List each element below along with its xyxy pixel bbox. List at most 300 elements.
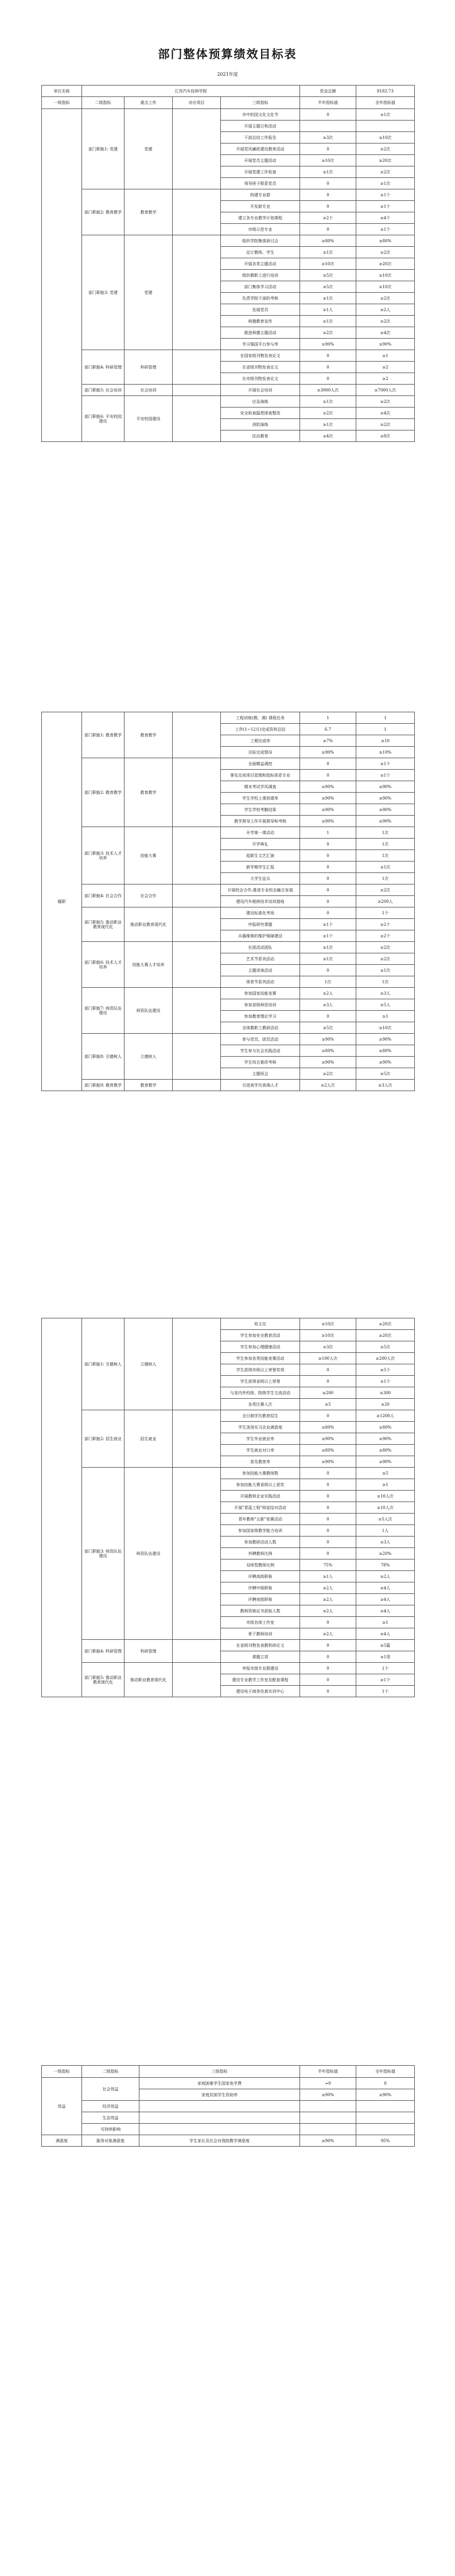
half-year-value-cell: 0 [300,1537,356,1548]
project-cell [173,712,221,758]
indicator-cell: 组织学院集体研讨会 [221,235,300,247]
full-year-value-cell: ≥4人 [356,1628,415,1640]
level2-cell: 部门职能3: 技术人才培养 [82,827,125,884]
work-cell: 招生就业 [125,1410,173,1468]
header-cell: 全年指标值 [356,97,415,109]
full-year-value-cell: ≥2次 [356,953,415,965]
full-year-value-cell: 1次 [356,873,415,884]
header-cell: 半年指标值 [300,2066,356,2078]
half-year-value-cell: ≥1次 [300,942,356,953]
half-year-value-cell: ≥90% [300,2135,356,2147]
full-year-value-cell: 0 [356,2078,415,2089]
full-year-value-cell: ≥1个 [356,1674,415,1686]
indicator-cell: 工程训练(教、满) 课程任务 [221,712,300,724]
indicator-cell: 市中的国文化文化节 [221,109,300,121]
half-year-value-cell: 0 [300,1640,356,1651]
indicator-cell: 学生获得省级以上荣誉 [221,1376,300,1387]
full-year-value-cell: ≥1 [356,1011,415,1022]
header-cell: 半年指标值 [300,97,356,109]
level2-cell: 部门职能5: 推动职业教育现代化 [82,907,125,942]
level2-cell: 可持续影响 [82,2124,139,2135]
level1-cell: 满意度 [42,2135,82,2147]
work-cell: 党建 [125,109,173,189]
table-row [42,1034,415,1045]
indicator-cell: 开学第一课活动 [221,827,300,839]
indicator-cell: 学生就业对口率 [221,1445,300,1456]
half-year-value-cell: 0 [300,189,356,201]
level2-cell: 部门职能1: 引德树人 [82,1318,125,1410]
half-year-value-cell: 0 [300,896,356,907]
header-cell: 三级指标 [139,2066,300,2078]
project-cell [173,827,221,884]
indicator-cell: 建设电子商务仿真实训中心 [221,1686,300,1697]
indicator-cell: 开展党建工作检查 [221,166,300,178]
half-year-value-cell: ≥1人 [300,1571,356,1582]
indicator-cell: 开展党风廉政建设教育活动 [221,143,300,155]
header-cell: 重点工作 [125,97,173,109]
full-year-value-cell: ≥20次 [356,155,415,166]
half-year-value-cell: ≥80% [300,235,356,247]
indicator-table-block-2 [41,712,415,1091]
table-row [42,2124,415,2135]
half-year-value-cell: 6.7 [300,724,356,735]
half-year-value-cell: 0 [300,1479,356,1491]
project-cell [173,907,221,942]
level2-cell: 部门职能2: 教育教学 [82,758,125,827]
project-cell [173,1318,221,1410]
level2-cell: 部门职能4: 社会合作 [82,884,125,907]
indicator-cell: 课题立项 [221,1651,300,1663]
indicator-cell: 期末考试学风调查 [221,781,300,793]
half-year-value-cell: ≥1次 [300,396,356,408]
header-cell: 一级指标 [42,2066,82,2078]
full-year-value-cell: ≥90% [356,816,415,827]
full-year-value-cell: ≥10 [356,735,415,747]
indicator-cell: 目标完成情况 [221,747,300,758]
half-year-value-cell [300,121,356,132]
level2-cell: 部门职能4: 科研管理 [82,350,125,385]
half-year-value-cell: ≥2人 [300,1582,356,1594]
level2-cell: 部门职能1: 党建 [82,109,125,189]
half-year-value-cell: ≥90% [300,781,356,793]
full-year-value-cell: ≥90% [356,781,415,793]
indicator-cell [139,2112,300,2124]
full-year-value-cell: 1个 [356,907,415,919]
half-year-value-cell: 0 [300,884,356,896]
half-year-value-cell: ≥2次 [300,327,356,339]
full-year-value-cell: 1个 [356,1663,415,1674]
half-year-value-cell: ≥1次 [300,316,356,327]
indicator-cell: 全日制学历教育招生 [221,1410,300,1422]
half-year-value-cell: ≥1次 [300,247,356,258]
full-year-value-cell: ≥1个 [356,770,415,781]
half-year-value-cell: 75% [300,1559,356,1571]
half-year-value-cell: 0 [300,1502,356,1514]
full-year-value-cell: ≥1项 [356,1651,415,1663]
full-year-value-cell: ≥2人 [356,304,415,316]
work-cell: 技能大赛 [125,827,173,884]
half-year-value-cell: 0 [300,839,356,850]
work-cell: 平安校园建设 [125,396,173,442]
work-cell: 社会合作 [125,884,173,907]
full-year-value-cell: ≥90% [356,1456,415,1468]
full-year-value-cell: ≥10次 [356,1022,415,1034]
indicator-cell: 事先完成项目管理和指标体系专业 [221,770,300,781]
indicator-cell: 迎新生文艺汇演 [221,850,300,862]
full-year-value-cell: ≥5篇 [356,1640,415,1651]
project-cell [173,235,221,350]
half-year-value-cell: ≥80% [300,1045,356,1057]
full-year-value-cell: ≥2次 [356,884,415,896]
indicator-cell: 与省内外校级、院级学生交流活动 [221,1387,300,1399]
full-year-value-cell: ≥90% [356,804,415,816]
work-cell: 推动职业教育现代化 [125,907,173,942]
full-year-value-cell: ≥1个 [356,1376,415,1387]
indicator-cell: 师德教育宣传 [221,316,300,327]
indicator-cell: 新学期学生汇报 [221,862,300,873]
half-year-value-cell: ≥1次 [300,419,356,430]
half-year-value-cell: ≥10次 [300,155,356,166]
half-year-value-cell: 0 [300,1674,356,1686]
indicator-cell: 大学生征兵 [221,873,300,884]
work-cell: 社会培训 [125,385,173,396]
full-year-value-cell: 1 [356,712,415,724]
half-year-value-cell: 0 [300,873,356,884]
full-year-value-cell [356,2124,415,2135]
indicator-cell: 在省级刊物发表论文 [221,362,300,373]
work-cell: 立德树人 [125,1318,173,1410]
indicator-cell: 消防演练 [221,419,300,430]
half-year-value-cell: ≥5 [300,1399,356,1410]
half-year-value-cell: 0 [300,1617,356,1628]
full-year-value-cell: ≥5次 [356,1341,415,1353]
table-row [42,1640,415,1651]
half-year-value-cell: ≥90% [300,804,356,816]
indicator-cell: 学生学校考勤结果 [221,804,300,816]
indicator-cell: 各类比赛人次 [221,1399,300,1410]
full-year-value-cell: ≥10人次 [356,1502,415,1514]
table-row [42,1318,415,1330]
full-year-value-cell: ≥2 [356,373,415,385]
full-year-value-cell: 1次 [356,976,415,988]
work-cell: 立德树人 [125,1034,173,1080]
indicator-cell: 开学典礼 [221,839,300,850]
half-year-value-cell: 1 [300,712,356,724]
full-year-value-cell: 95% [356,2135,415,2147]
benefit-table [41,2065,415,2147]
work-cell: 教育教学 [125,758,173,827]
half-year-value-cell: ≥1次 [300,293,356,304]
level2-cell: 部门职能3: 师资队伍建设 [82,1468,125,1640]
indicator-table-1 [41,85,415,442]
work-cell: 科研管理 [125,350,173,385]
half-year-value-cell: 0 [300,1514,356,1525]
full-year-value-cell: ≥1次 [356,965,415,976]
indicator-cell: 干部总结工作报告 [221,132,300,143]
half-year-value-cell: ≥1人 [300,304,356,316]
full-year-value-cell: ≥80% [356,1445,415,1456]
half-year-value-cell: 0 [300,1364,356,1376]
indicator-cell: 申报研究课题 [221,919,300,930]
indicator-cell: 外聘教师比例 [221,1548,300,1559]
project-cell [173,396,221,442]
unit-name-label: 单位名称 [42,86,82,97]
half-year-value-cell: ≥90% [300,1057,356,1068]
project-cell [173,189,221,235]
full-year-value-cell: ≥1 [356,350,415,362]
indicator-cell: 开发新专业 [221,201,300,212]
indicator-cell: 申报市级专业群建设 [221,1663,300,1674]
full-year-value-cell [356,2101,415,2112]
indicator-cell: 建设标准化考场 [221,907,300,919]
indicator-cell: 学生参加各类技能竞赛活动 [221,1353,300,1364]
benefit-table-block [41,2065,415,2147]
half-year-value-cell: ≥10次 [300,1318,356,1330]
half-year-value-cell: ≥1个 [300,919,356,930]
indicator-cell: 学生毕业就业率 [221,1433,300,1445]
half-year-value-cell: 0 [300,862,356,873]
half-year-value-cell: 0 [300,1548,356,1559]
indicator-cell: 定订教师、学生 [221,247,300,258]
half-year-value-cell: ≥3次 [300,132,356,143]
indicator-cell: 社团活动团队 [221,942,300,953]
indicator-cell: 青年教师"五新"竞赛活动 [221,1514,300,1525]
half-year-value-cell: ≥90% [300,2089,356,2101]
full-year-value-cell: ≥3人次 [356,1080,415,1091]
full-year-value-cell: ≥4人 [356,1582,415,1594]
project-cell [173,1640,221,1663]
half-year-value-cell: ≥90% [300,1456,356,1468]
work-cell: 教育教学 [125,712,173,758]
level2-cell: 部门职能4: 科研管理 [82,1640,125,1663]
full-year-value-cell: ≥2次 [356,166,415,178]
half-year-value-cell: ≥90% [300,1034,356,1045]
indicator-cell: 开展社会培训 [221,385,300,396]
indicator-cell [139,2124,300,2135]
half-year-value-cell: ≥3000人次 [300,385,356,396]
full-year-value-cell: ≥20 [356,1399,415,1410]
indicator-cell: 工期完成率 [221,735,300,747]
half-year-value-cell: ≥3次 [300,1341,356,1353]
full-year-value-cell [356,2112,415,2124]
indicator-cell: 学生获得市级以上荣誉奖项 [221,1364,300,1376]
indicator-cell [139,2101,300,2112]
full-year-value-cell: ≥90% [356,2089,415,2101]
full-year-value-cell: ≥1 [356,1479,415,1491]
indicator-cell: 开展教师企业实践活动 [221,1491,300,1502]
indicator-cell: 普及教育率 [221,1456,300,1468]
budget-value: 8182.73 [356,86,415,97]
indicator-cell: 参加国家技能竞赛 [221,988,300,999]
half-year-value-cell: 0 [300,1686,356,1697]
full-year-value-cell: ≥2次 [356,316,415,327]
half-year-value-cell: 0 [300,1468,356,1479]
indicator-cell: 在市级刊物发表论文 [221,373,300,385]
project-cell [173,1468,221,1640]
half-year-value-cell: 0 [300,201,356,212]
full-year-value-cell: 1个 [356,1686,415,1697]
level2-cell: 服务对象满意度 [82,2135,139,2147]
indicator-cell: 评聘初级职称 [221,1594,300,1605]
half-year-value-cell: ≥1次 [300,166,356,178]
work-cell: 师资队伍建设 [125,1468,173,1640]
level1-cell [42,109,82,442]
half-year-value-cell: 0 [300,178,356,189]
project-cell [173,1080,221,1091]
table-row [42,350,415,362]
half-year-value-cell: ≥10次 [300,258,356,270]
full-year-value-cell: 1 [356,724,415,735]
half-year-value-cell: 0 [300,224,356,235]
level2-cell: 部门职能8: 引德树人 [82,1034,125,1080]
full-year-value-cell: 1人 [356,1525,415,1537]
table-row [42,109,415,121]
indicator-cell: 双师型教师比例 [221,1559,300,1571]
full-year-value-cell: ≥2个 [356,930,415,942]
indicator-cell: 主题班会 [221,1068,300,1080]
indicator-cell: 学生顶岗实习企业满意度 [221,1422,300,1433]
table-row [42,2112,415,2124]
indicator-cell: 教师资格证书获取人数 [221,1605,300,1617]
half-year-value-cell: ≥90% [300,816,356,827]
indicator-cell: 学习强国平台参与率 [221,339,300,350]
full-year-value-cell: ≥5 [356,1468,415,1479]
indicator-cell: 参加教育理论学习 [221,1011,300,1022]
full-year-value-cell: ≥3人 [356,1537,415,1548]
half-year-value-cell: 0 [300,362,356,373]
table-row [42,2135,415,2147]
full-year-value-cell: ≥2 [356,362,415,373]
level2-cell: 部门职能7: 师资队伍建设 [82,988,125,1034]
header-cell: 全年指标值 [356,2066,415,2078]
level2-cell: 部门职能5: 推动职业教育现代化 [82,1663,125,1697]
full-year-value-cell: ≥1次 [356,178,415,189]
indicator-cell: 引进高学历高端人才 [221,1080,300,1091]
indicator-cell: 家庭困难学生国家免学费 [139,2078,300,2089]
half-year-value-cell: 0 [300,1525,356,1537]
full-year-value-cell: 78% [356,1559,415,1571]
indicator-cell: 市级示范专业 [221,224,300,235]
level2-cell: 部门职能2: 教育教学 [82,189,125,235]
half-year-value-cell [300,2101,356,2112]
indicator-cell: 工作(1~12月)完成资料总结 [221,724,300,735]
full-year-value-cell: ≥2次 [356,396,415,408]
full-year-value-cell: ≥1个 [356,189,415,201]
half-year-value-cell: ≥2人 [300,988,356,999]
indicator-cell: 构建专业群 [221,189,300,201]
indicator-cell: 开展"青蓝工程"师徒结对活动 [221,1502,300,1514]
full-year-value-cell: ≥2人 [356,1571,415,1582]
half-year-value-cell: ≥2次 [300,1068,356,1080]
work-cell: 科研管理 [125,1640,173,1663]
project-cell [173,1034,221,1080]
full-year-value-cell: ≥2次 [356,293,415,304]
indicator-cell: 建设汽车维修技术培训基地 [221,896,300,907]
full-year-value-cell: 1次 [356,850,415,862]
work-cell: 推动职业教育现代化 [125,1663,173,1697]
half-year-value-cell: ≥5次 [300,270,356,281]
level2-cell: 部门职能6: 平安校园建设 [82,396,125,442]
half-year-value-cell [300,2124,356,2135]
half-year-value-cell: ≥2人 [300,1605,356,1617]
indicator-cell: 骨干教师培训 [221,1628,300,1640]
full-year-value-cell: ≥20% [356,1548,415,1559]
indicator-cell: 领导班子联系党员 [221,178,300,189]
level1-cell: 履职 [42,712,82,1091]
full-year-value-cell: ≥90% [356,793,415,804]
half-year-value-cell: ≥1次 [300,953,356,965]
work-cell: 党建 [125,235,173,350]
full-year-value-cell: ≥8次 [356,430,415,442]
indicator-cell: 参加教研活动人数 [221,1537,300,1548]
full-year-value-cell: ≥1200人 [356,1410,415,1422]
full-year-value-cell: ≥4人 [356,1594,415,1605]
indicator-cell: 应急演练 [221,396,300,408]
header-cell: 三级指标 [221,97,300,109]
full-year-value-cell: ≥2个 [356,919,415,930]
unit-info-row [42,86,415,97]
indicator-cell: 参加国家级教学能力培训 [221,1525,300,1537]
full-year-value-cell: ≥10次 [356,132,415,143]
indicator-table-block-3 [41,1318,415,1697]
level1-cell [42,1318,82,1697]
header-cell: 一级指标 [42,97,82,109]
half-year-value-cell: ≥2人 [300,1628,356,1640]
full-year-value-cell: ≥2次 [356,419,415,430]
full-year-value-cell: ≥80% [356,235,415,247]
full-year-value-cell: ≥90% [356,1034,415,1045]
half-year-value-cell: ≥2个 [300,212,356,224]
project-cell [173,988,221,1034]
full-year-value-cell [356,121,415,132]
table-row [42,396,415,408]
table-row [42,758,415,770]
half-year-value-cell: 0 [300,350,356,362]
half-year-value-cell: 0 [300,907,356,919]
header-cell: 对应项目 [173,97,221,109]
full-year-value-cell: ≥4人 [356,1605,415,1617]
indicator-cell: 推进师德主题活动 [221,327,300,339]
full-year-value-cell: ≥20次 [356,1318,415,1330]
level2-cell: 经济效益 [82,2101,139,2112]
half-year-value-cell: ≥90% [300,747,356,758]
indicator-cell: 在国家级刊物发表论文 [221,350,300,362]
table-row [42,235,415,247]
indicator-cell: 家庭贫困学生资助率 [139,2089,300,2101]
level2-cell: 生态效益 [82,2112,139,2124]
half-year-value-cell: 0 [300,1410,356,1422]
indicator-cell: 开展主题日和活动 [221,121,300,132]
full-year-value-cell: ≥2次 [356,143,415,155]
level2-cell: 部门职能1: 教育教学 [82,712,125,758]
half-year-value-cell: 0 [300,109,356,121]
table-row [42,988,415,999]
work-cell: 教育教学 [125,189,173,235]
level2-cell: 部门职能9: 教育教学 [82,1080,125,1091]
indicator-cell: 组织教职工进行培训 [221,270,300,281]
full-year-value-cell: ≥5人 [356,999,415,1011]
half-year-value-cell: ≥4次 [300,430,356,442]
full-year-value-cell: ≥10人次 [356,1491,415,1502]
full-year-value-cell: ≥10% [356,747,415,758]
half-year-value-cell [300,2112,356,2124]
full-year-value-cell: ≥1个 [356,201,415,212]
full-year-value-cell: ≥1个 [356,224,415,235]
indicator-cell: 学生参加心理健康活动 [221,1341,300,1353]
full-year-value-cell: ≥7000人次 [356,385,415,396]
indicator-table-block-1 [41,85,415,442]
level2-cell: 部门职能5: 社会培训 [82,385,125,396]
